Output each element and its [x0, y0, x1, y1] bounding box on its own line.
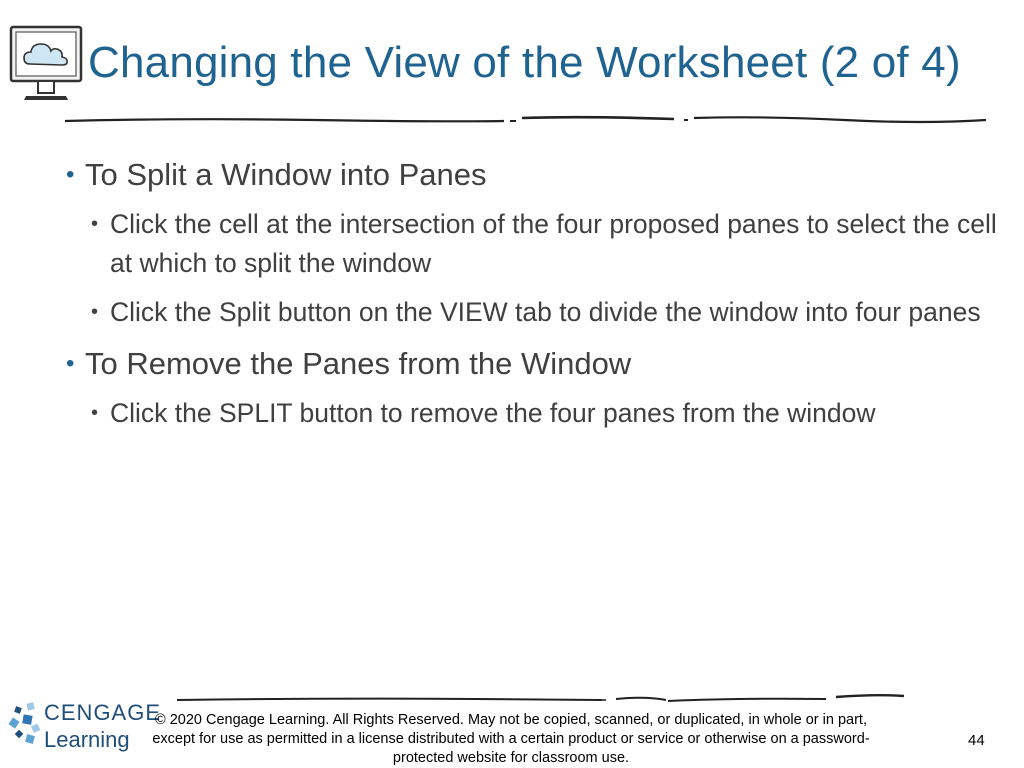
- bullet-dot: •: [91, 213, 99, 235]
- bullet-text: Click the Split button on the VIEW tab to divide the window into four panes: [110, 297, 981, 327]
- logo-text-cengage: CENGAGE: [44, 700, 162, 725]
- page-title: Changing the View of the Worksheet (2 of 4): [88, 38, 961, 87]
- page-number: 44: [968, 732, 985, 749]
- bullet-level2: [91, 293, 1006, 332]
- bullet-level1: [66, 155, 1006, 195]
- copyright-notice: © 2020 Cengage Learning. All Rights Reserved. May not be copied, scanned, or duplicated, in whole or in part, except for use as permitted in a license distributed with a certain product or service or otherwise on a password-protected website for classroom use.: [152, 712, 870, 766]
- bullet-dot: •: [91, 301, 99, 323]
- footer-divider: [176, 690, 906, 706]
- bullet-text: Click the SPLIT button to remove the four panes from the window: [110, 398, 876, 428]
- bullet-dot: •: [66, 350, 75, 377]
- bullet-dot: •: [91, 402, 99, 424]
- cloud-monitor-icon: [8, 24, 84, 104]
- bullet-dot: •: [66, 161, 75, 188]
- logo-text-learning: Learning: [44, 727, 130, 752]
- bullet-level1: [66, 344, 1006, 384]
- bullet-text: Click the cell at the intersection of the four proposed panes to select the cell at which to split the window: [110, 209, 997, 278]
- bullet-level2: [91, 394, 1006, 433]
- bullet-text: To Remove the Panes from the Window: [85, 346, 632, 381]
- bullet-level2: [91, 205, 1006, 283]
- title-divider: [64, 112, 988, 128]
- bullet-text: To Split a Window into Panes: [85, 157, 487, 192]
- slide-content: [66, 155, 1006, 433]
